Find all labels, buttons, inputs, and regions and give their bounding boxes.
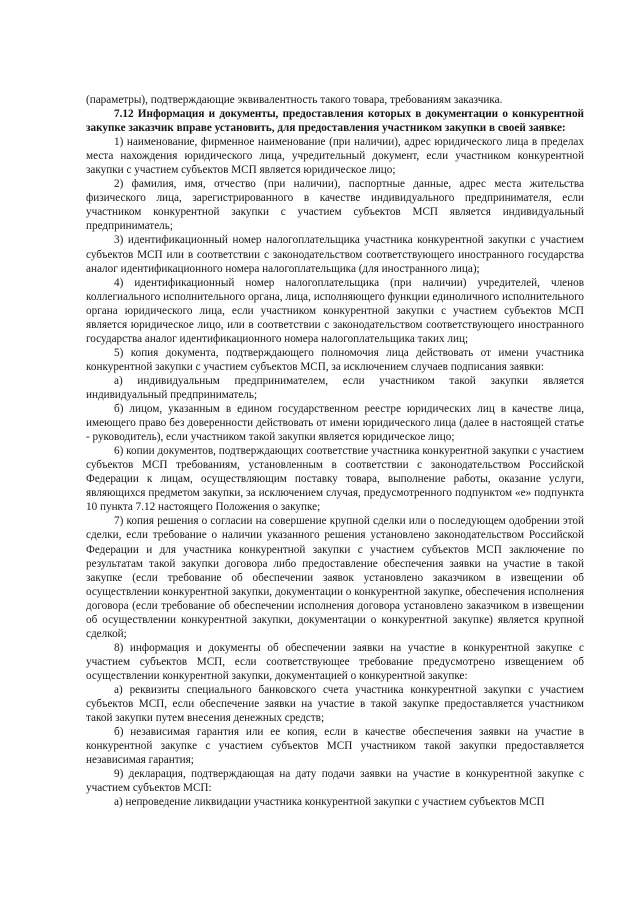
paragraph-item-5a: а) индивидуальным предпринимателем, если участником такой закупки является индивидуальный предприниматель; [86, 374, 584, 401]
paragraph-item-8b: б) независимая гарантия или ее копия, если в качестве обеспечения заявки на участие в конкурентной закупке с участием субъектов МСП участником такой закупки предоставляется независимая гарантия; [86, 726, 584, 767]
paragraph-item-2: 2) фамилия, имя, отчество (при наличии), паспортные данные, адрес места жительства физического лица, зарегистрированного в качестве индивидуального предпринимателя, если участником конкурентной закупки с участием субъектов МСП является индивидуальный предприниматель; [86, 178, 584, 233]
paragraph-item-6: 6) копии документов, подтверждающих соответствие участника конкурентной закупки с участием субъектов МСП требованиям, установленным в соответствии с законодательством Российской Федерации к лицам, осуществляющим поставку товара, выполнение работы, оказание услуги, являющихся предметом закупки, за исключением случая, предусмотренного подпунктом «е» подпункта 10 пункта 7.12 настоящего Положения о закупке; [86, 445, 584, 514]
paragraph-item-8: 8) информация и документы об обеспечении заявки на участие в конкурентной закупке с участием субъектов МСП, если соответствующее требование предусмотрено извещением об осуществлении конкурентной закупки, документацией о конкурентной закупке: [86, 641, 584, 682]
paragraph-item-5: 5) копия документа, подтверждающего полномочия лица действовать от имени участника конкурентной закупки с участием субъектов МСП, за исключением случаев подписания заявки: [86, 346, 584, 373]
paragraph-item-5b: б) лицом, указанным в едином государственном реестре юридических лиц в качестве лица, имеющего право без доверенности действовать от имени юридического лица (далее в настоящей статье - руководитель), если участником такой закупки является юридическое лицо; [86, 403, 584, 444]
section-heading: 7.12 Информация и документы, предоставления которых в документации о конкурентной закупке заказчик вправе установить, для предоставления участником закупки в своей заявке: [86, 108, 584, 135]
paragraph-item-3: 3) идентификационный номер налогоплательщика участника конкурентной закупки с участием субъектов МСП или в соответствии с законодательством соответствующего иностранного государства аналог идентификационного номера налогоплательщика (для иностранного лица); [86, 234, 584, 275]
lead-line: (параметры), подтверждающие эквивалентность такого товара, требованиям заказчика. [86, 94, 503, 106]
paragraph-item-8a: а) реквизиты специального банковского счета участника конкурентной закупки с участием субъектов МСП, если обеспечение заявки на участие в такой закупке предоставляется участником такой закупки путем внесения денежных средств; [86, 683, 584, 725]
paragraph-item-9a: а) непроведение ликвидации участника конкурентной закупки с участием субъектов МСП [114, 796, 545, 809]
paragraph-item-4: 4) идентификационный номер налогоплательщика (при наличии) учредителей, членов коллегиального исполнительного органа, лица, исполняющего функции единоличного исполнительного органа юридического лица, если участником конкурентной закупки с участием субъектов МСП является юридическое лицо, или в соответствии с законодательством соответствующего иностранного государства аналог идентификационного номера налогоплательщика таких лиц; [86, 276, 584, 345]
paragraph-item-1: 1) наименование, фирменное наименование (при наличии), адрес юридического лица в пределах места нахождения юридического лица, учредительный документ, если участником конкурентной закупки с участием субъектов МСП является юридическое лицо; [86, 136, 584, 177]
paragraph-item-9: 9) декларация, подтверждающая на дату подачи заявки на участие в конкурентной закупке с участием субъектов МСП: [86, 768, 584, 795]
document-page [86, 93, 584, 809]
paragraph-item-7: 7) копия решения о согласии на совершение крупной сделки или о последующем одобрении этой сделки, если требование о наличии указанного решения установлено законодательством Российской Федерации и для участника конкурентной закупки с участием субъектов МСП заключение по результатам такой закупки договора либо предоставление обеспечения заявки на участие в такой закупке (если требование об обеспечении заявок установлено заказчиком в извещении об осуществлении конкурентной закупки, документации о конкурентной закупке, обеспечения исполнения договора (если требование об обеспечении исполнения договора установлено заказчиком в извещении об осуществлении конкурентной закупки, документации о конкурентной закупке) является крупной сделкой; [86, 515, 584, 640]
